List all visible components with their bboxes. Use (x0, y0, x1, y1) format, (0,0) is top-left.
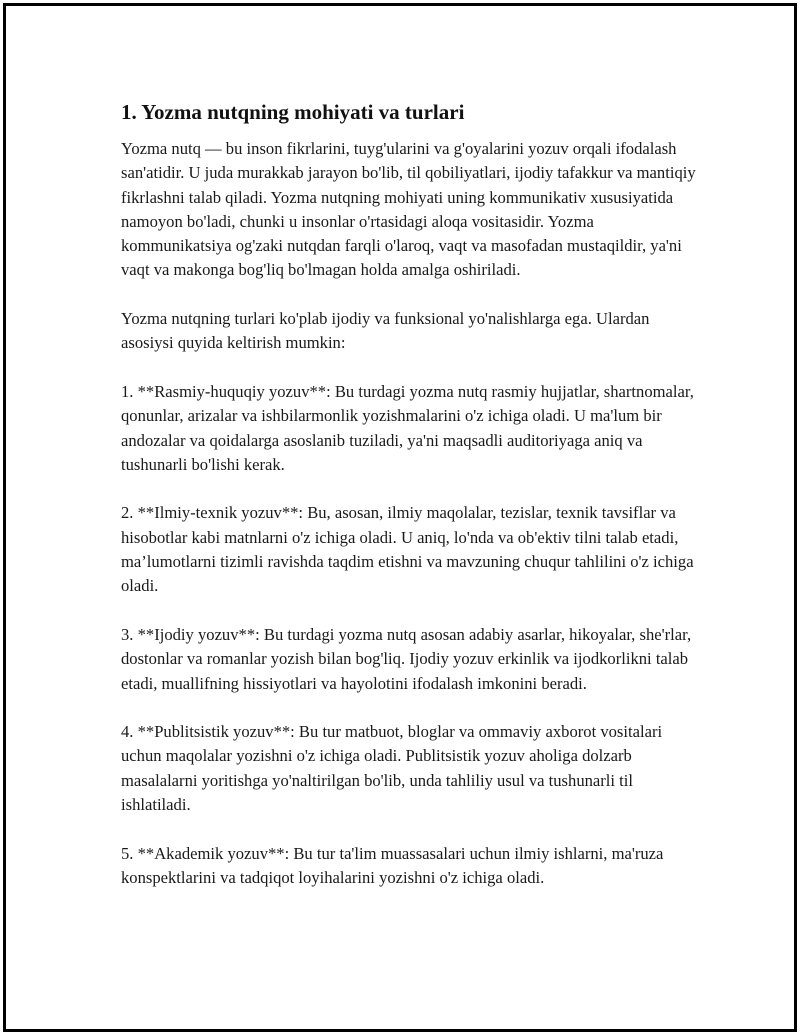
page-frame (3, 3, 797, 1032)
list-item-scientific-technical: 2. **Ilmiy-texnik yozuv**: Bu, asosan, ilmiy maqolalar, tezislar, texnik tavsiflar va hisobotlar kabi matnlarni o'z ichiga oladi. U aniq, lo'nda va ob'ektiv tilni talab etadi, ma’lumotlarni tizimli ravishda taqdim etishni va mavzuning chuqur tahlilini o'z ichiga oladi. (121, 503, 694, 596)
list-item-creative: 3. **Ijodiy yozuv**: Bu turdagi yozma nutq asosan adabiy asarlar, hikoyalar, she'rlar, dostonlar va romanlar yozish bilan bog'liq. Ijodiy yozuv erkinlik va ijodkorlikni talab etadi, muallifning hissiyotlari va hayolotini ifodalash imkonini beradi. (121, 624, 692, 693)
types-intro-paragraph: Yozma nutqning turlari ko'plab ijodiy va funksional yo'nalishlarga ega. Ulardan asosiysi quyida keltirish mumkin: (121, 309, 650, 353)
list-item-academic: 5. **Akademik yozuv**: Bu tur ta'lim muassasalari uchun ilmiy ishlarni, ma'ruza konspektlarini va tadqiqot loyihalarini yozishni o'z ichiga oladi. (121, 843, 664, 887)
intro-paragraph: Yozma nutq — bu inson fikrlarini, tuyg'ularini va g'oyalarini yozuv orqali ifodalash san'atidir. U juda murakkab jarayon bo'lib, til qobiliyatlari, ijodiy tafakkur va mantiqiy fikrlashni talab qiladi. Yozma nutqning mohiyati uning kommunikativ xususiyatida namoyon bo'ladi, chunki u insonlar o'rtasidagi aloqa vositasidir. Yozma kommunikatsiya og'zaki nutqdan farqli o'laroq, vaqt va masofadan mustaqildir, ya'ni vaqt va makonga bog'liq bo'lmagan holda amalga oshiriladi. (121, 139, 696, 280)
list-item-official-legal: 1. **Rasmiy-huquqiy yozuv**: Bu turdagi yozma nutq rasmiy hujjatlar, shartnomalar, qonunlar, arizalar va ishbilarmonlik yozishmalarini o'z ichiga oladi. U ma'lum bir andozalar va qoidalarga asoslanib tuziladi, ya'ni maqsadli auditoriyaga aniq va tushunarli bo'lishi kerak. (121, 381, 694, 474)
document-body (121, 98, 696, 915)
list-item-publicistic: 4. **Publitsistik yozuv**: Bu tur matbuot, bloglar va ommaviy axborot vositalari uchun maqolalar yozishni o'z ichiga oladi. Publitsistik yozuv aholiga dolzarb masalalarni yoritishga yo'naltirilgan bo'lib, unda tahliliy usul va tushunarli til ishlatiladi. (121, 722, 663, 815)
section-title: 1. Yozma nutqning mohiyati va turlari (121, 100, 465, 124)
